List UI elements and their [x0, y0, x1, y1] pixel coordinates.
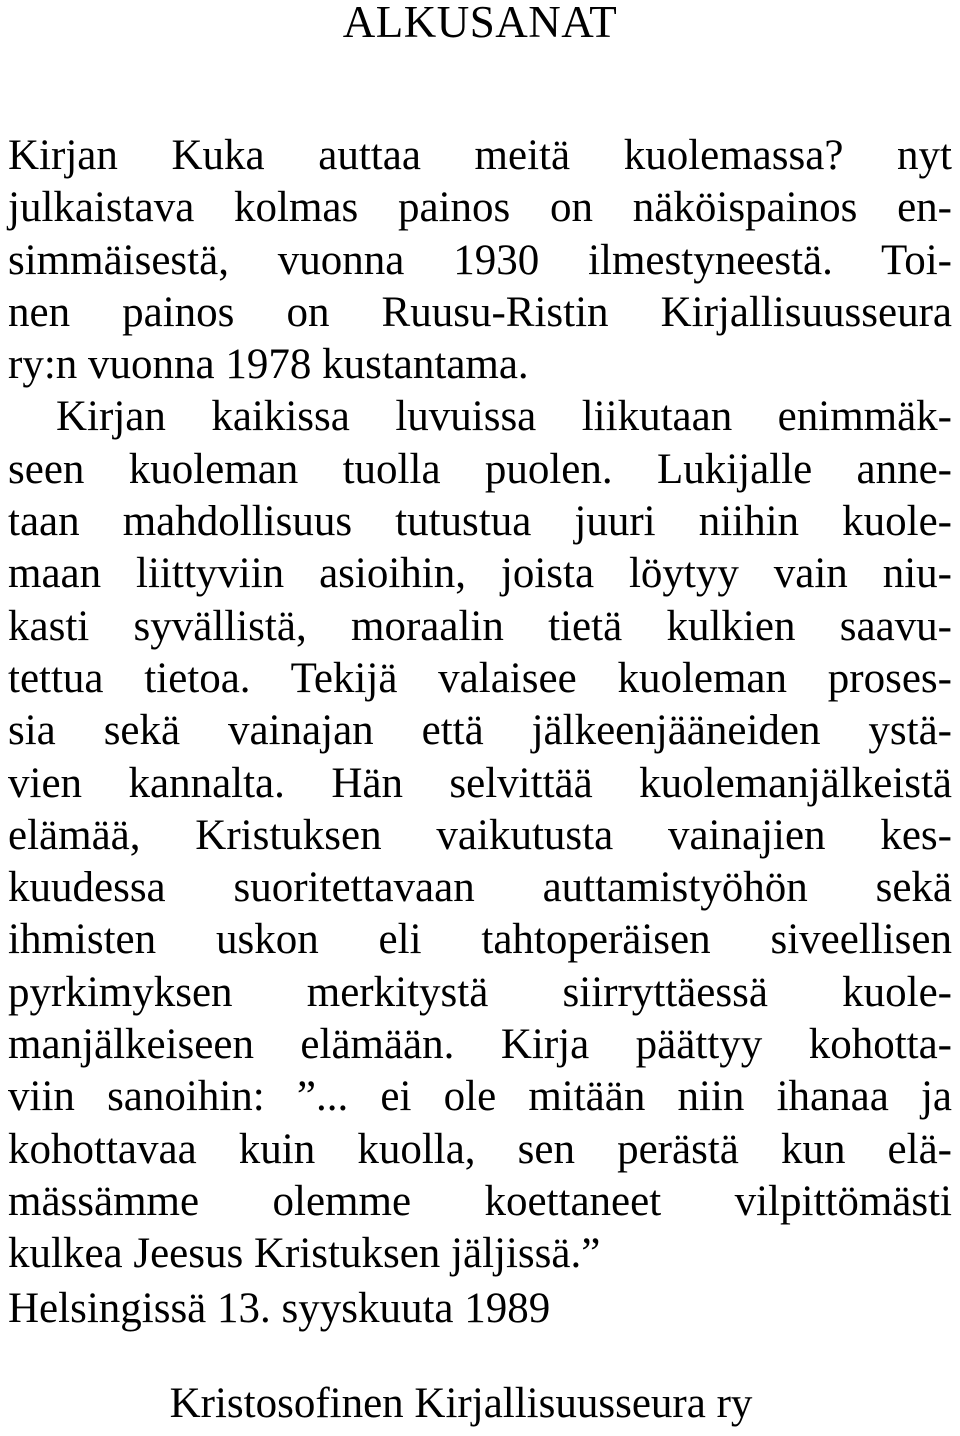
- text-line: Kirjan Kuka auttaa meitä kuolemassa? nyt: [8, 132, 952, 179]
- text-line: simmäisestä, vuonna 1930 ilmestyneestä. Toi-: [8, 236, 952, 284]
- text-line: pyrkimyksen merkitystä siirryttäessä kuole-: [8, 968, 952, 1016]
- text-line: mässämme olemme koettaneet vilpittömästi: [8, 1177, 952, 1225]
- text-line: taan mahdollisuus tutustua juuri niihin kuole-: [8, 498, 952, 546]
- text-line: kulkea Jeesus Kristuksen jäljissä.”: [8, 1230, 601, 1278]
- text-line: sia sekä vainajan että jälkeenjääneiden ystä-: [8, 707, 952, 755]
- text-line: julkaistava kolmas painos on näköispainos en-: [8, 184, 952, 232]
- text-line: kohottavaa kuin kuolla, sen perästä kun elä-: [8, 1125, 952, 1173]
- page-title: ALKUSANAT: [342, 0, 618, 47]
- text-line: Kirjan kaikissa luvuissa liikutaan enimmäk-: [56, 393, 952, 441]
- text-line: nen painos on Ruusu-Ristin Kirjallisuusseura: [8, 288, 952, 336]
- text-line: vien kannalta. Hän selvittää kuolemanjälkeistä: [8, 759, 952, 807]
- text-line: elämää, Kristuksen vaikutusta vainajien kes-: [8, 811, 952, 859]
- date-line: Helsingissä 13. syyskuuta 1989: [8, 1285, 551, 1332]
- text-line: tettua tietoa. Tekijä valaisee kuoleman proses-: [8, 654, 952, 702]
- text-line: kasti syvällistä, moraalin tietä kulkien saavu-: [8, 602, 952, 650]
- text-line: manjälkeiseen elämään. Kirja päättyy kohotta-: [8, 1021, 952, 1069]
- text-line: maan liittyviin asioihin, joista löytyy vain niu-: [8, 550, 952, 598]
- text-line: ihmisten uskon eli tahtoperäisen siveellisen: [8, 916, 952, 964]
- text-line: viin sanoihin: ”... ei ole mitään niin ihanaa ja: [8, 1073, 952, 1121]
- text-line: ry:n vuonna 1978 kustantama.: [8, 341, 529, 389]
- text-line: seen kuoleman tuolla puolen. Lukijalle anne-: [8, 445, 952, 493]
- signature: Kristosofinen Kirjallisuusseura ry: [169, 1380, 753, 1427]
- preface-body: [8, 130, 952, 1281]
- text-line: kuudessa suoritettavaan auttamistyöhön sekä: [8, 864, 952, 912]
